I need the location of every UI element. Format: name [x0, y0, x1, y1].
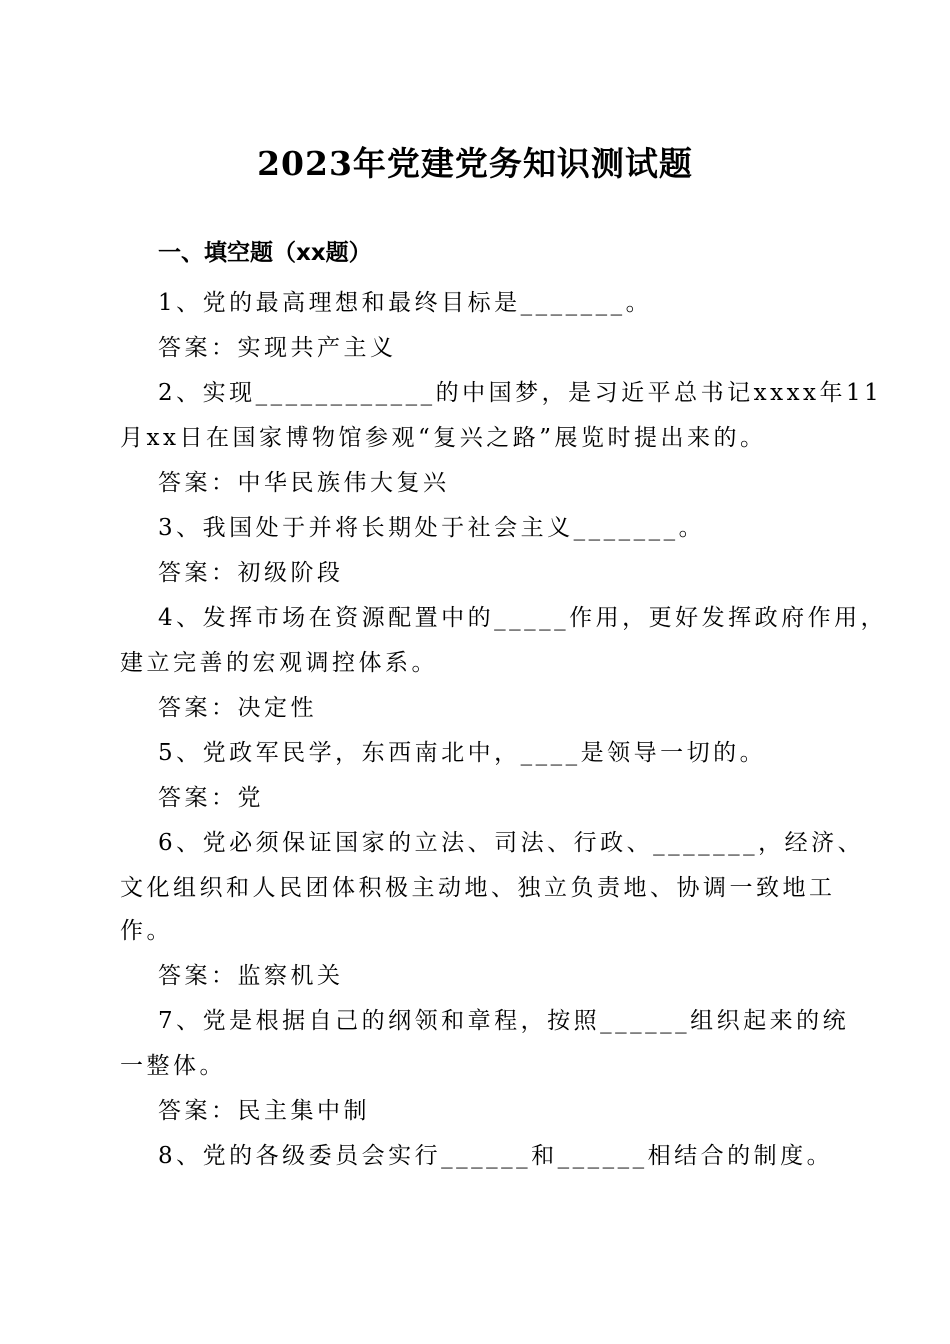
answer-3: 答案：初级阶段 [158, 560, 344, 586]
section-heading: 一、填空题（xx题） [158, 240, 372, 266]
question-6-line-1: 6、党必须保证国家的立法、司法、行政、_______，经济、 [158, 830, 865, 856]
question-7-line-2: 一整体。 [120, 1053, 226, 1079]
answer-7: 答案：民主集中制 [158, 1098, 370, 1124]
question-8: 8、党的各级委员会实行______和______相结合的制度。 [158, 1143, 834, 1169]
answer-2: 答案：中华民族伟大复兴 [158, 470, 450, 496]
question-4-line-1: 4、发挥市场在资源配置中的_____作用，更好发挥政府作用， [158, 605, 888, 631]
question-3: 3、我国处于并将长期处于社会主义_______。 [158, 515, 706, 541]
page-title: 2023年党建党务知识测试题 [257, 144, 693, 183]
question-1: 1、党的最高理想和最终目标是_______。 [158, 290, 653, 316]
answer-1: 答案：实现共产主义 [158, 335, 397, 361]
answer-6: 答案：监察机关 [158, 963, 344, 989]
question-6-line-2: 文化组织和人民团体积极主动地、独立负责地、协调一致地工 [120, 875, 836, 901]
question-4-line-2: 建立完善的宏观调控体系。 [120, 650, 438, 676]
question-2-line-1: 2、实现____________的中国梦，是习近平总书记xxxx年11 [158, 380, 883, 406]
question-5: 5、党政军民学，东西南北中，____是领导一切的。 [158, 740, 767, 766]
answer-4: 答案：决定性 [158, 695, 317, 721]
question-6-line-3: 作。 [120, 918, 173, 944]
question-7-line-1: 7、党是根据自己的纲领和章程，按照______组织起来的统 [158, 1008, 850, 1034]
answer-5: 答案：党 [158, 785, 264, 811]
question-2-line-2: 月xx日在国家博物馆参观“复兴之路”展览时提出来的。 [120, 425, 767, 451]
